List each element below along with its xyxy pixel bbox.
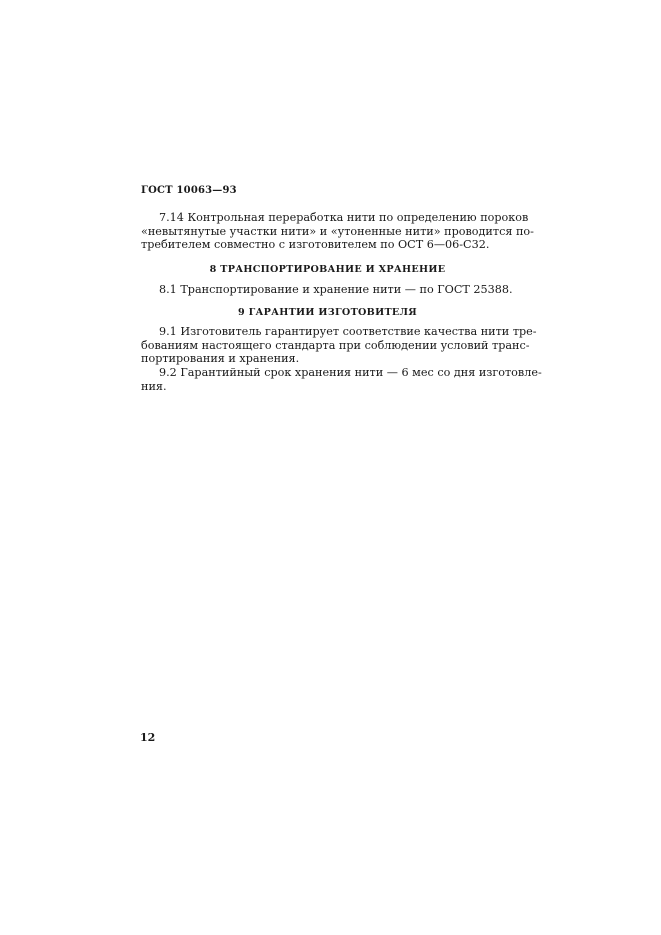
paragraph-9-2 — [141, 366, 542, 393]
document-header: ГОСТ 10063—93 — [141, 185, 237, 196]
paragraph-line: 9.1 Изготовитель гарантирует соответствие качества нити тре- — [159, 325, 537, 338]
paragraph-9-1 — [141, 325, 537, 366]
paragraph-line: бованиям настоящего стандарта при соблюдении условий транс- — [141, 338, 530, 352]
paragraph-line: «невытянутые участки нити» и «утоненные нити» проводится по- — [141, 224, 534, 238]
section-9-title: 9 ГАРАНТИИ ИЗГОТОВИТЕЛЯ — [237, 307, 418, 318]
page-number: 12 — [140, 731, 156, 744]
paragraph-line: 8.1 Транспортирование и хранение нити — по ГОСТ 25388. — [159, 283, 513, 296]
paragraph-line: ния. — [141, 379, 167, 393]
paragraph-line: 9.2 Гарантийный срок хранения нити — 6 мес со дня изготовле- — [159, 366, 542, 379]
section-8-title: 8 ТРАНСПОРТИРОВАНИЕ И ХРАНЕНИЕ — [209, 264, 446, 275]
paragraph-line: 7.14 Контрольная переработка нити по определению пороков — [159, 211, 529, 224]
paragraph-line: требителем совместно с изготовителем по ОСТ 6—06-С32. — [141, 238, 490, 252]
paragraph-line: портирования и хранения. — [141, 352, 300, 366]
paragraph-7-14 — [141, 211, 534, 252]
paragraph-8-1 — [141, 283, 514, 297]
